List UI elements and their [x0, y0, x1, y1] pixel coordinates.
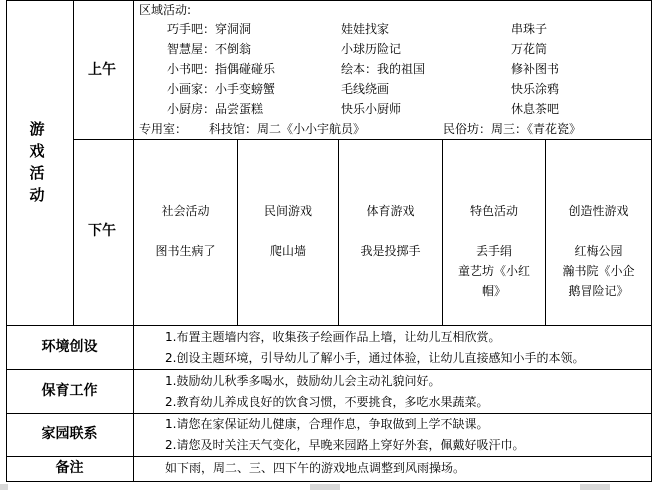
pm-col-item: 童艺坊《小红 [457, 264, 530, 278]
scroll-mark [580, 484, 610, 490]
pm-col-item: 爬山墙 [269, 244, 306, 258]
area-item: 巧手吧：穿洞洞 [167, 22, 252, 36]
row-line: 如下雨，周二、三、四下午的游戏地点调整到风雨操场。 [165, 461, 466, 475]
area-item: 快乐涂鸦 [511, 82, 560, 96]
area-item: 万花筒 [511, 42, 548, 56]
row-divider-home [6, 456, 652, 457]
table-border-left [6, 0, 7, 482]
morning-label: 上午 [88, 62, 116, 78]
area-item: 小球历险记 [341, 42, 402, 56]
row-label-notes: 备注 [55, 460, 84, 476]
pm-col-title: 特色活动 [469, 204, 518, 218]
col-divider-time [133, 0, 134, 482]
pm-col-item: 图书生病了 [155, 244, 216, 258]
area-item: 修补图书 [511, 62, 560, 76]
pm-col-item: 鹅冒险记》 [568, 284, 629, 298]
area-item: 小厨房：品尝蛋糕 [167, 102, 264, 116]
pm-col-item: 我是投掷手 [360, 244, 421, 258]
pm-col-divider-2 [338, 139, 339, 326]
afternoon-label: 下午 [88, 223, 116, 239]
section-label-game-activity: 游戏活动 [29, 120, 45, 204]
area-activity-title: 区域活动: [139, 3, 192, 17]
scroll-mark [310, 484, 340, 490]
table-border-right [651, 0, 652, 482]
pm-col-item: 帽》 [481, 284, 506, 298]
row-line: 1.鼓励幼儿秋季多喝水，鼓励幼儿会主动礼貌问好。 [165, 374, 441, 388]
row-line: 2.创设主题环境，引导幼儿了解小手，通过体验，让幼儿直接感知小手的本领。 [165, 351, 585, 365]
pm-col-title: 体育游戏 [366, 204, 415, 218]
area-item: 智慧屋：不倒翁 [167, 42, 252, 56]
scroll-mark [0, 484, 8, 490]
pm-col-title: 社会活动 [161, 204, 210, 218]
area-item: 串珠子 [511, 22, 548, 36]
area-item: 快乐小厨师 [341, 102, 402, 116]
pm-col-item: 丢手绢 [475, 244, 512, 258]
pm-col-item: 瀚书院《小企 [562, 264, 635, 278]
row-line: 2.请您及时关注天气变化，早晚来园路上穿好外套，佩戴好吸汗巾。 [165, 438, 525, 452]
area-item: 娃娃找家 [341, 22, 390, 36]
pm-col-title: 创造性游戏 [568, 204, 629, 218]
special-room-label: 专用室： [139, 122, 188, 136]
special-room-folk: 民俗坊：周三：《青花瓷》 [443, 122, 582, 136]
row-divider-afternoon [6, 325, 652, 326]
table-border-bottom [6, 481, 652, 482]
row-line: 2.教育幼儿养成良好的饮食习惯，不要挑食，多吃水果蔬菜。 [165, 395, 489, 409]
row-divider-care [6, 413, 652, 414]
row-divider-env [6, 369, 652, 370]
area-item: 休息茶吧 [511, 102, 560, 116]
area-item: 毛线绕画 [341, 82, 390, 96]
area-item: 绘本：我的祖国 [341, 62, 426, 76]
pm-col-item: 红梅公园 [574, 244, 623, 258]
row-label-care: 保育工作 [41, 383, 98, 399]
special-room-tech: 科技馆：周二《小小宇航员》 [209, 122, 366, 136]
row-label-home-contact: 家园联系 [41, 426, 98, 442]
pm-col-divider-1 [237, 139, 238, 326]
area-item: 小画家：小手变螃蟹 [167, 82, 276, 96]
row-divider-morning [73, 139, 652, 140]
row-line: 1.请您在家保证幼儿健康，合理作息，争取做到上学不缺课。 [165, 417, 489, 431]
pm-col-title: 民间游戏 [263, 204, 312, 218]
row-label-environment: 环境创设 [41, 339, 98, 355]
row-line: 1.布置主题墙内容，收集孩子绘画作品上墙，让幼儿互相欣赏。 [165, 330, 501, 344]
col-divider-section [73, 0, 74, 326]
area-item: 小书吧：指偶碰碰乐 [167, 62, 276, 76]
table-border-top [6, 0, 652, 1]
